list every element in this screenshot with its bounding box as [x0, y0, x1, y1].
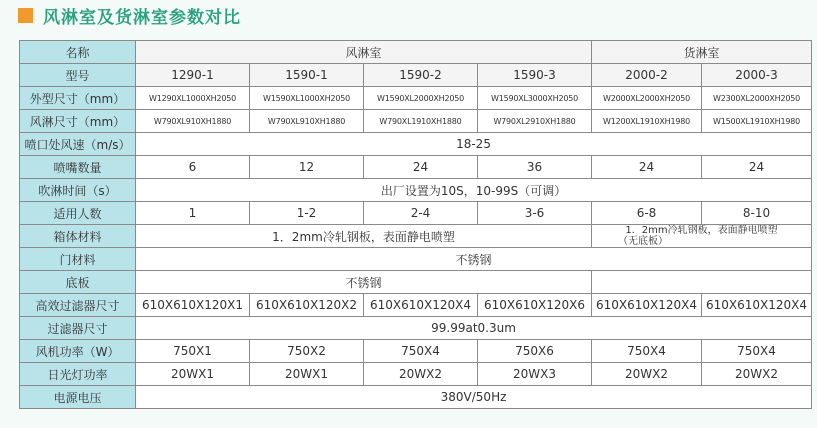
inner-size-cell: W1500XL1910XH1980: [702, 110, 812, 133]
page-header: [18, 5, 241, 28]
fan-cell: 750X2: [250, 340, 364, 363]
nozzle-cell: 12: [250, 156, 364, 179]
row-label: 风淋尺寸（mm）: [20, 110, 136, 133]
table-row: [20, 202, 812, 225]
row-label: 吹淋时间（s）: [20, 179, 136, 202]
people-cell: 3-6: [478, 202, 592, 225]
table-row: [20, 248, 812, 271]
model-cell: 2000-2: [592, 64, 702, 87]
orange-square-icon: [18, 8, 33, 23]
page-title: 风淋室及货淋室参数对比: [43, 7, 241, 28]
box-material-cargo-line1: 1．2mm冷轧钢板，表面静电喷塑: [625, 225, 778, 236]
box-material-air-cell: 1．2mm冷轧钢板，表面静电喷塑: [136, 225, 592, 248]
outer-size-cell: W2300XL2000XH2050: [702, 87, 812, 110]
table-row: [20, 133, 812, 156]
spec-table: [19, 40, 812, 409]
row-label: 门材料: [20, 248, 136, 271]
hepa-cell: 610X610X120X1: [136, 294, 250, 317]
row-label: 高效过滤器尺寸: [20, 294, 136, 317]
table-row: [20, 41, 812, 64]
inner-size-cell: W1200XL1910XH1980: [592, 110, 702, 133]
box-material-cargo-line2: （无底板）: [618, 236, 669, 247]
lamp-cell: 20WX2: [364, 363, 478, 386]
inner-size-cell: W790XL2910XH1880: [478, 110, 592, 133]
table-row: [20, 271, 812, 294]
floor-air-cell: 不锈钢: [136, 271, 592, 294]
row-label: 喷嘴数量: [20, 156, 136, 179]
row-label: 箱体材料: [20, 225, 136, 248]
hepa-cell: 610X610X120X4: [364, 294, 478, 317]
people-cell: 6-8: [592, 202, 702, 225]
row-label: 喷口处风速（m/s）: [20, 133, 136, 156]
table-row: [20, 340, 812, 363]
speed-cell: 18-25: [136, 133, 812, 156]
fan-cell: 750X6: [478, 340, 592, 363]
row-label: 风机功率（W）: [20, 340, 136, 363]
box-material-cargo-cell: [592, 225, 812, 248]
row-label: 底板: [20, 271, 136, 294]
inner-size-cell: W790XL910XH1880: [136, 110, 250, 133]
inner-size-cell: W790XL1910XH1880: [364, 110, 478, 133]
hepa-cell: 610X610X120X6: [478, 294, 592, 317]
row-label: 适用人数: [20, 202, 136, 225]
time-cell: 出厂设置为10S，10-99S（可调）: [136, 179, 812, 202]
model-cell: 1590-3: [478, 64, 592, 87]
table-row: [20, 64, 812, 87]
floor-cargo-cell: [592, 271, 812, 294]
people-cell: 2-4: [364, 202, 478, 225]
row-label: 型号: [20, 64, 136, 87]
nozzle-cell: 24: [702, 156, 812, 179]
fan-cell: 750X4: [592, 340, 702, 363]
power-cell: 380V/50Hz: [136, 386, 812, 409]
lamp-cell: 20WX2: [702, 363, 812, 386]
table-row: [20, 110, 812, 133]
outer-size-cell: W1590XL1000XH2050: [250, 87, 364, 110]
model-cell: 1590-2: [364, 64, 478, 87]
lamp-cell: 20WX1: [136, 363, 250, 386]
hepa-cell: 610X610X120X4: [702, 294, 812, 317]
hepa-cell: 610X610X120X2: [250, 294, 364, 317]
cargo-shower-group-header: 货淋室: [592, 41, 812, 64]
table-row: [20, 225, 812, 248]
row-label: 过滤器尺寸: [20, 317, 136, 340]
table-row: [20, 179, 812, 202]
table-row: [20, 294, 812, 317]
lamp-cell: 20WX2: [592, 363, 702, 386]
inner-size-cell: W790XL910XH1880: [250, 110, 364, 133]
outer-size-cell: W1590XL3000XH2050: [478, 87, 592, 110]
fan-cell: 750X4: [364, 340, 478, 363]
people-cell: 1-2: [250, 202, 364, 225]
model-cell: 2000-3: [702, 64, 812, 87]
row-label: 日光灯功率: [20, 363, 136, 386]
table-row: [20, 386, 812, 409]
model-cell: 1590-1: [250, 64, 364, 87]
model-cell: 1290-1: [136, 64, 250, 87]
filter-cell: 99.99at0.3um: [136, 317, 812, 340]
hepa-cell: 610X610X120X4: [592, 294, 702, 317]
nozzle-cell: 24: [364, 156, 478, 179]
nozzle-cell: 24: [592, 156, 702, 179]
table-row: [20, 317, 812, 340]
table-row: [20, 87, 812, 110]
people-cell: 8-10: [702, 202, 812, 225]
lamp-cell: 20WX3: [478, 363, 592, 386]
air-shower-group-header: 风淋室: [136, 41, 592, 64]
nozzle-cell: 36: [478, 156, 592, 179]
people-cell: 1: [136, 202, 250, 225]
row-label: 外型尺寸（mm）: [20, 87, 136, 110]
fan-cell: 750X4: [702, 340, 812, 363]
table-row: [20, 363, 812, 386]
door-material-cell: 不锈钢: [136, 248, 812, 271]
nozzle-cell: 6: [136, 156, 250, 179]
row-label: 电源电压: [20, 386, 136, 409]
table-row: [20, 156, 812, 179]
outer-size-cell: W1590XL2000XH2050: [364, 87, 478, 110]
outer-size-cell: W2000XL2000XH2050: [592, 87, 702, 110]
name-header: 名称: [20, 41, 136, 64]
outer-size-cell: W1290XL1000XH2050: [136, 87, 250, 110]
fan-cell: 750X1: [136, 340, 250, 363]
lamp-cell: 20WX1: [250, 363, 364, 386]
